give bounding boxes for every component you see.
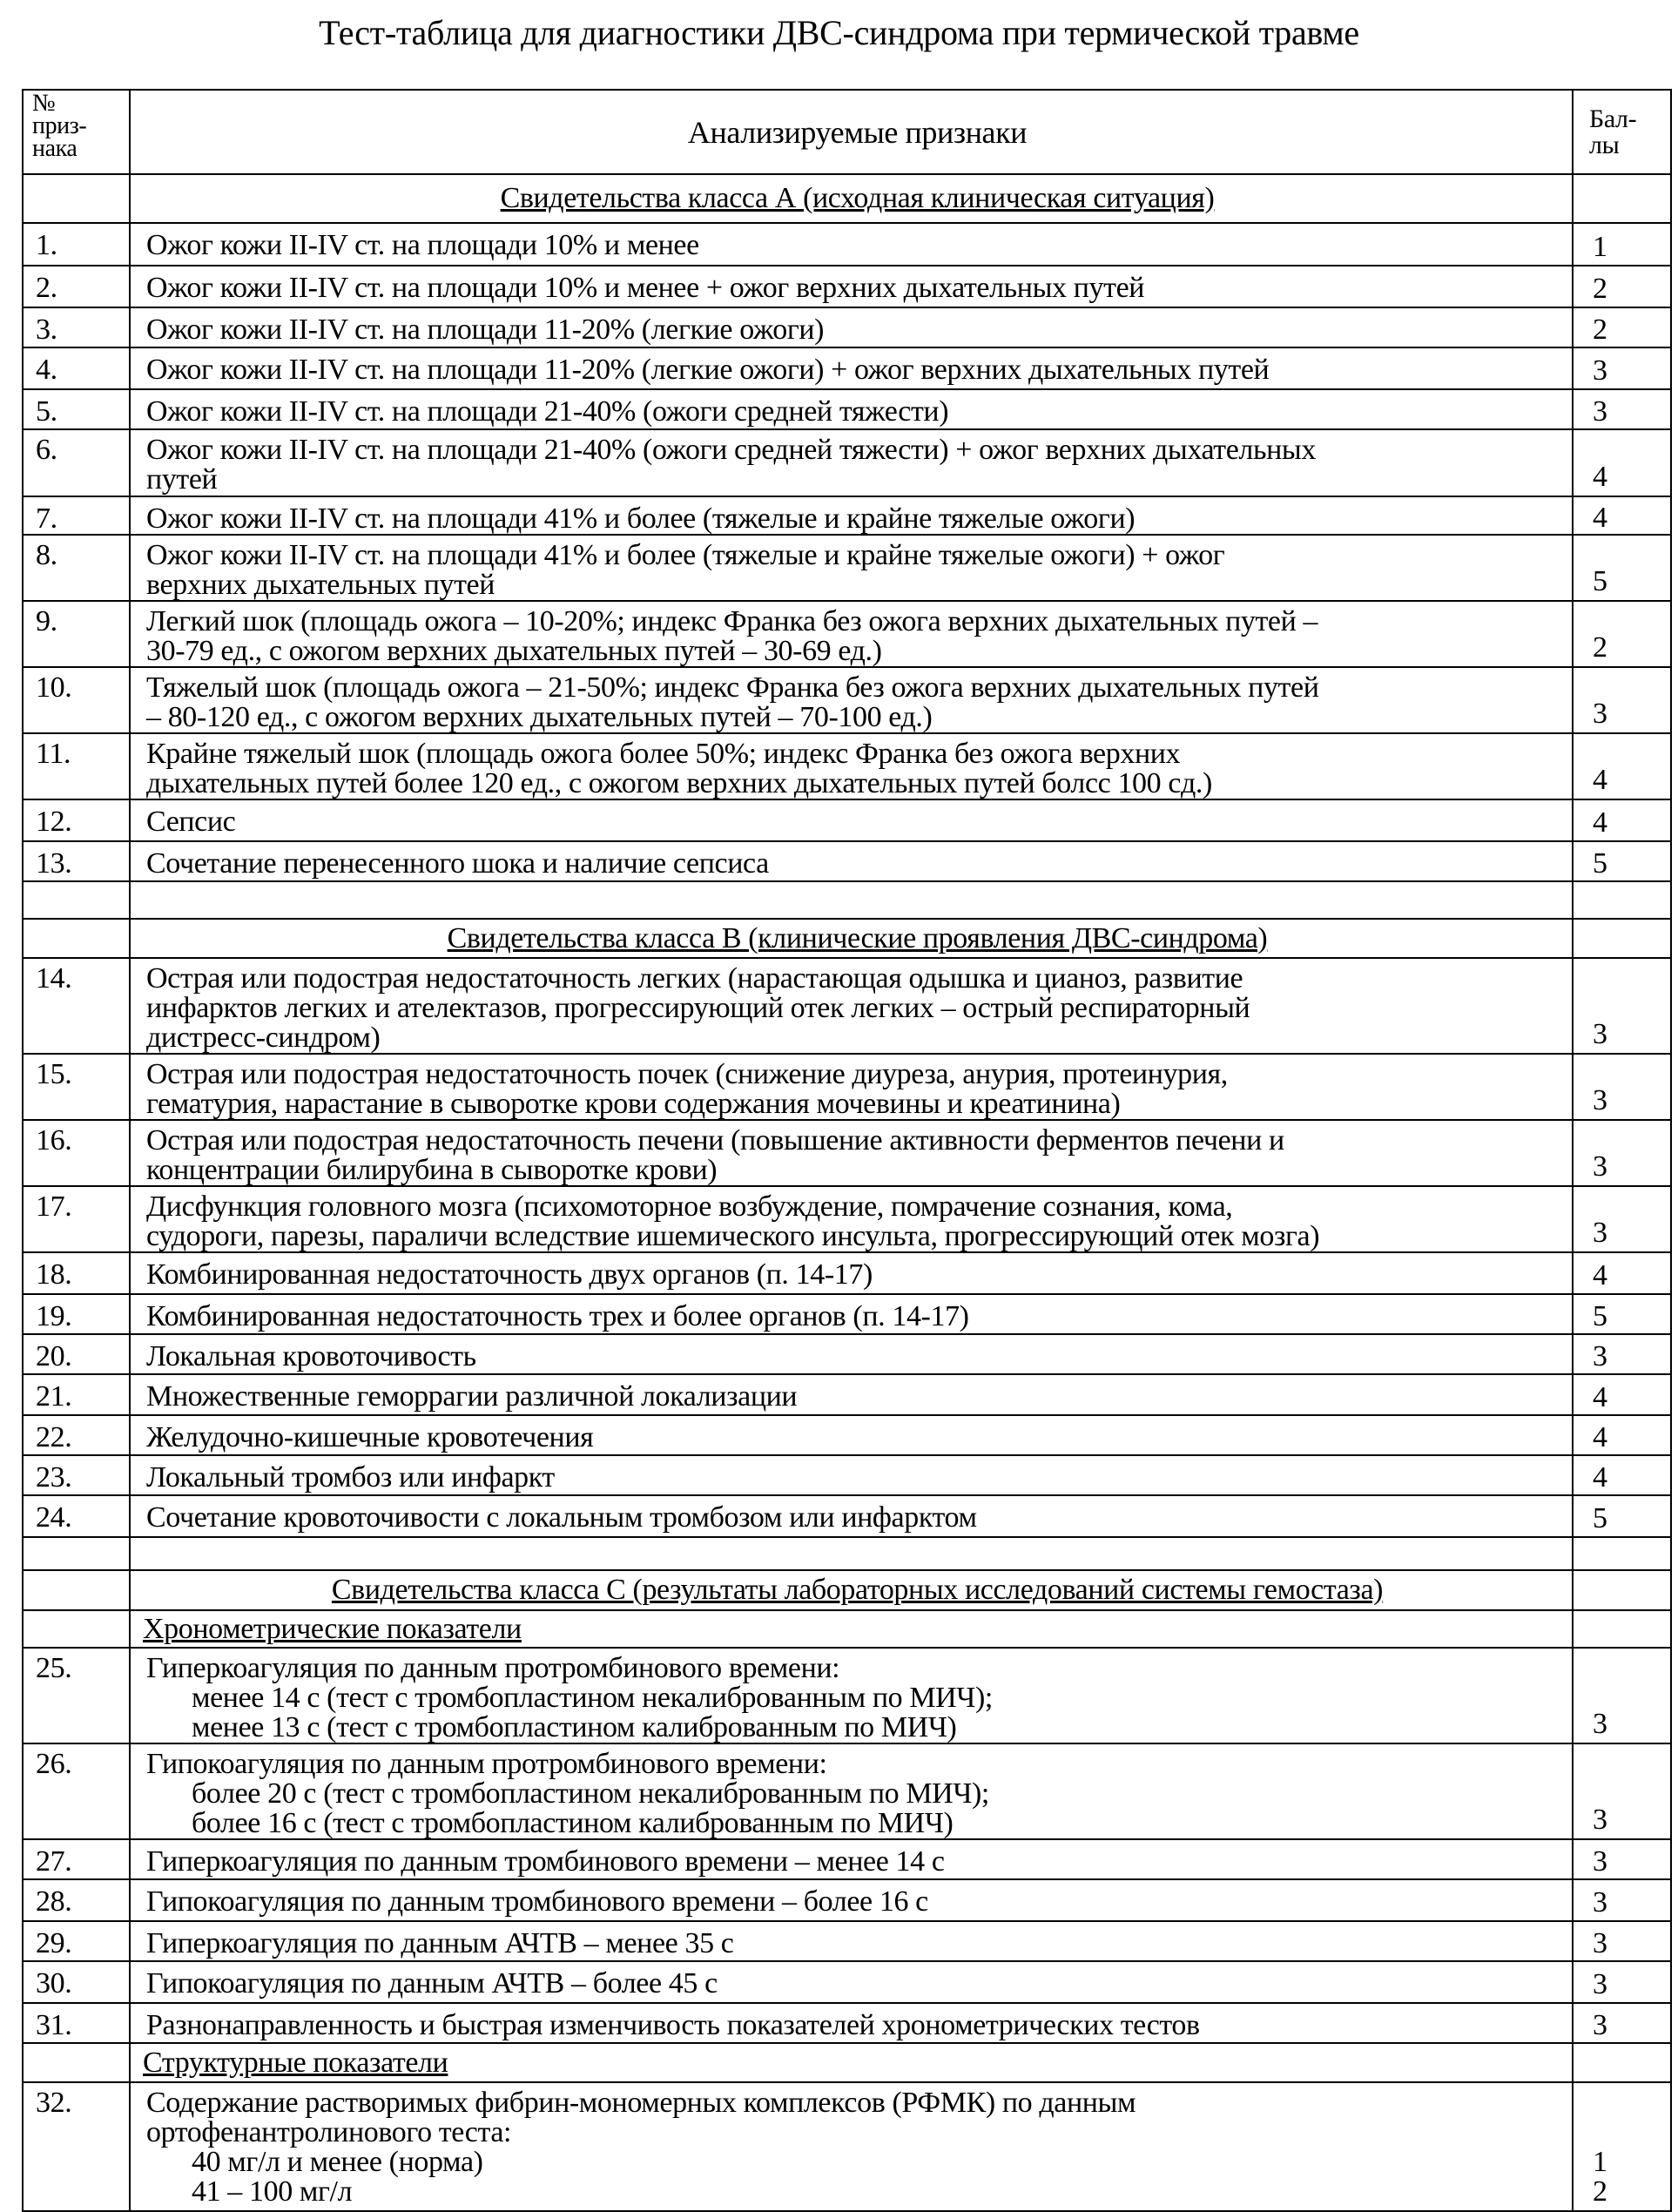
description-line: верхних дыхательных путей <box>146 569 495 601</box>
sign-number: 28. <box>23 1879 130 1921</box>
description-line: Комбинированная недостаточность трех и более органов (п. 14-17) <box>146 1300 969 1332</box>
subsection-heading: Структурные показатели <box>130 2043 1573 2082</box>
sign-description <box>130 1648 1573 1743</box>
sign-number: 20. <box>23 1334 130 1374</box>
subsection-row <box>23 2043 1671 2082</box>
points-value <box>1573 2082 1671 2211</box>
description-line: Сочетание перенесенного шока и наличие сепсиса <box>146 847 769 880</box>
points-value: 3 <box>1573 2003 1671 2043</box>
number-cell-empty <box>23 2043 130 2082</box>
table-row <box>23 307 1671 347</box>
points-value: 3 <box>1573 1839 1671 1879</box>
description-line: Гипокоагуляция по данным АЧТВ – более 45 с <box>146 1967 718 2000</box>
points-value: 3 <box>1573 389 1671 429</box>
sign-number: 13. <box>23 841 130 881</box>
table-row <box>23 1415 1671 1455</box>
points-value: 4 <box>1573 1455 1671 1495</box>
points-value: 3 <box>1573 1921 1671 1961</box>
sign-number: 25. <box>23 1648 130 1743</box>
table-row <box>23 1186 1671 1252</box>
description-subline: менее 13 с (тест с тромбопластином калиброванным по МИЧ) <box>192 1711 957 1743</box>
table-row <box>23 1054 1671 1120</box>
points-value: 5 <box>1573 535 1671 601</box>
points-value: 4 <box>1573 799 1671 841</box>
table-row <box>23 1120 1671 1186</box>
sign-number: 1. <box>23 223 130 266</box>
table-row <box>23 1374 1671 1415</box>
table-row <box>23 429 1671 496</box>
description-line: Тяжелый шок (площадь ожога – 21-50%; индекс Франка без ожога верхних дыхательных путей <box>146 671 1319 704</box>
number-cell-empty <box>23 1610 130 1648</box>
points-value: 2 <box>1573 601 1671 667</box>
subsection-heading: Хронометрические показатели <box>130 1610 1573 1648</box>
sign-description <box>130 1294 1573 1334</box>
description-line: концентрации билирубина в сыворотке крови) <box>146 1154 718 1186</box>
header-row <box>23 90 1671 174</box>
description-line: Ожог кожи II-IV ст. на площади 11-20% (легкие ожоги) + ожог верхних дыхательных путей <box>146 354 1270 386</box>
description-line: Множественные геморрагии различной локализации <box>146 1380 798 1413</box>
description-line: Легкий шок (площадь ожога – 10-20%; индекс Франка без ожога верхних дыхательных путей – <box>146 605 1318 637</box>
table-row <box>23 1921 1671 1961</box>
sign-description <box>130 1054 1573 1120</box>
sign-number: 31. <box>23 2003 130 2043</box>
description-subline: 40 мг/л и менее (норма) <box>192 2146 483 2178</box>
number-cell-empty <box>23 881 130 919</box>
points-cell-empty <box>1573 174 1671 223</box>
description-line: дыхательных путей более 120 ед., с ожогом верхних дыхательных путей болсс 100 сд.) <box>146 767 1212 799</box>
table-row <box>23 958 1671 1054</box>
points-value: 3 <box>1573 1120 1671 1186</box>
sign-description <box>130 601 1573 667</box>
sign-description <box>130 1252 1573 1294</box>
sign-description <box>130 1879 1573 1921</box>
section-row <box>23 919 1671 958</box>
points-value: 4 <box>1573 1415 1671 1455</box>
points-value: 4 <box>1573 1252 1671 1294</box>
sign-number: 9. <box>23 601 130 667</box>
header-points-line: лы <box>1589 130 1620 159</box>
points-value: 3 <box>1573 1334 1671 1374</box>
table-row <box>23 1839 1671 1879</box>
points-value-item: 2 <box>1593 2175 1607 2208</box>
description-subline: менее 14 с (тест с тромбопластином некалиброванным по МИЧ); <box>192 1682 993 1714</box>
section-row <box>23 174 1671 223</box>
sign-description <box>130 347 1573 389</box>
description-line: Локальный тромбоз или инфаркт <box>146 1461 555 1494</box>
section-heading: Свидетельства класса В (клинические проявления ДВС-синдрома) <box>130 919 1573 958</box>
points-cell-empty <box>1573 919 1671 958</box>
sign-number: 24. <box>23 1495 130 1537</box>
points-value: 5 <box>1573 1294 1671 1334</box>
description-line: Ожог кожи II-IV ст. на площади 10% и менее <box>146 229 699 261</box>
description-line: Острая или подострая недостаточность почек (снижение диуреза, анурия, протеинурия, <box>146 1058 1228 1090</box>
sign-description <box>130 1961 1573 2003</box>
sign-description <box>130 429 1573 496</box>
header-points <box>1573 90 1671 174</box>
description-line: Желудочно-кишечные кровотечения <box>146 1421 594 1453</box>
sign-description <box>130 841 1573 881</box>
table-row <box>23 1961 1671 2003</box>
points-value: 3 <box>1573 1879 1671 1921</box>
sign-description <box>130 799 1573 841</box>
header-points-line: Бал- <box>1589 104 1637 133</box>
points-value: 3 <box>1573 1054 1671 1120</box>
sign-number: 19. <box>23 1294 130 1334</box>
table-row <box>23 266 1671 307</box>
description-line: Локальная кровоточивость <box>146 1340 476 1372</box>
sign-number: 14. <box>23 958 130 1054</box>
description-line: Ожог кожи II-IV ст. на площади 41% и более (тяжелые и крайне тяжелые ожоги) <box>146 502 1136 535</box>
points-cell-empty <box>1573 1570 1671 1610</box>
header-number <box>23 90 130 174</box>
table-row <box>23 389 1671 429</box>
description-line: Гипокоагуляция по данным протромбинового времени: <box>146 1748 827 1780</box>
description-line: Гиперкоагуляция по данным АЧТВ – менее 35 с <box>146 1927 734 1959</box>
sign-description <box>130 535 1573 601</box>
description-line: Ожог кожи II-IV ст. на площади 21-40% (ожоги средней тяжести) <box>146 395 949 428</box>
sign-number: 7. <box>23 496 130 535</box>
table-row <box>23 1252 1671 1294</box>
sign-description <box>130 1374 1573 1415</box>
points-value: 4 <box>1573 733 1671 799</box>
sign-number: 21. <box>23 1374 130 1415</box>
sign-number: 26. <box>23 1743 130 1839</box>
subsection-row <box>23 1610 1671 1648</box>
sign-number: 29. <box>23 1921 130 1961</box>
table-row <box>23 1648 1671 1743</box>
sign-number: 4. <box>23 347 130 389</box>
points-value: 5 <box>1573 1495 1671 1537</box>
description-line: дистресс-синдром) <box>146 1022 381 1054</box>
description-subline: более 20 с (тест с тромбопластином некалиброванным по МИЧ); <box>192 1777 989 1810</box>
points-value: 3 <box>1573 1961 1671 2003</box>
sign-description <box>130 307 1573 347</box>
description-line: Сепсис <box>146 806 236 838</box>
table-row <box>23 2003 1671 2043</box>
description-line: – 80-120 ед., с ожогом верхних дыхательных путей – 70-100 ед.) <box>146 701 933 733</box>
sign-description <box>130 496 1573 535</box>
description-line: гематурия, нарастание в сыворотке крови содержания мочевины и креатинина) <box>146 1088 1121 1120</box>
sign-description <box>130 1455 1573 1495</box>
sign-description <box>130 958 1573 1054</box>
sign-description <box>130 223 1573 266</box>
table-row <box>23 1879 1671 1921</box>
sign-number: 17. <box>23 1186 130 1252</box>
description-line: Гиперкоагуляция по данным тромбинового времени – менее 14 с <box>146 1845 945 1878</box>
sign-description <box>130 1415 1573 1455</box>
points-value-item: 1 <box>1593 2146 1607 2178</box>
table-row <box>23 223 1671 266</box>
sign-number: 6. <box>23 429 130 496</box>
points-cell-empty <box>1573 2043 1671 2082</box>
diagnostic-table <box>22 89 1672 2212</box>
description-line: инфарктов легких и ателектазов, прогрессирующий отек легких – острый респираторный <box>146 992 1250 1024</box>
header-signs: Анализируемые признаки <box>130 90 1573 174</box>
section-heading: Свидетельства класса А (исходная клиническая ситуация) <box>130 174 1573 223</box>
sign-description <box>130 266 1573 307</box>
sign-number: 15. <box>23 1054 130 1120</box>
sign-number: 10. <box>23 667 130 733</box>
table-row <box>23 1455 1671 1495</box>
description-line: Ожог кожи II-IV ст. на площади 21-40% (ожоги средней тяжести) + ожог верхних дыхательных <box>146 434 1316 466</box>
description-line: Ожог кожи II-IV ст. на площади 11-20% (легкие ожоги) <box>146 314 825 346</box>
number-cell-empty <box>23 1570 130 1610</box>
table-row <box>23 799 1671 841</box>
description-subline: 41 – 100 мг/л <box>192 2175 353 2208</box>
number-cell-empty <box>23 1537 130 1570</box>
sign-description <box>130 667 1573 733</box>
points-value: 3 <box>1573 667 1671 733</box>
points-cell-empty <box>1573 881 1671 919</box>
description-line: путей <box>146 463 218 496</box>
sign-number: 8. <box>23 535 130 601</box>
table-row <box>23 535 1671 601</box>
sign-description <box>130 389 1573 429</box>
description-line: 30-79 ед., с ожогом верхних дыхательных путей – 30-69 ед.) <box>146 635 882 667</box>
sign-number: 2. <box>23 266 130 307</box>
sign-description <box>130 1186 1573 1252</box>
sign-description <box>130 2082 1573 2211</box>
description-line: Гиперкоагуляция по данным протромбинового времени: <box>146 1652 840 1684</box>
table-row <box>23 496 1671 535</box>
points-cell-empty <box>1573 1537 1671 1570</box>
header-number-line: № <box>32 90 56 117</box>
description-line: Разнонаправленность и быстрая изменчивость показателей хронометрических тестов <box>146 2009 1200 2041</box>
table-row <box>23 347 1671 389</box>
sign-number: 32. <box>23 2082 130 2211</box>
header-number-line: приз- <box>32 112 87 139</box>
table-row <box>23 667 1671 733</box>
description-line: Ожог кожи II-IV ст. на площади 41% и более (тяжелые и крайне тяжелые ожоги) + ожог <box>146 539 1225 571</box>
sign-number: 27. <box>23 1839 130 1879</box>
sign-description <box>130 733 1573 799</box>
description-subline: более 16 с (тест с тромбопластином калиброванным по МИЧ) <box>192 1807 954 1839</box>
sign-description <box>130 1334 1573 1374</box>
table-row <box>23 1334 1671 1374</box>
sign-number: 5. <box>23 389 130 429</box>
sign-number: 11. <box>23 733 130 799</box>
table-row <box>23 1294 1671 1334</box>
sign-number: 18. <box>23 1252 130 1294</box>
points-value: 4 <box>1573 496 1671 535</box>
empty-cell <box>130 881 1573 919</box>
description-line: Ожог кожи II-IV ст. на площади 10% и менее + ожог верхних дыхательных путей <box>146 272 1145 304</box>
description-line: Острая или подострая недостаточность легких (нарастающая одышка и цианоз, развитие <box>146 962 1243 995</box>
sign-description <box>130 1921 1573 1961</box>
sign-number: 12. <box>23 799 130 841</box>
points-value: 3 <box>1573 347 1671 389</box>
sign-number: 23. <box>23 1455 130 1495</box>
table-row <box>23 841 1671 881</box>
points-value: 2 <box>1573 307 1671 347</box>
description-line: Дисфункция головного мозга (психомоторное возбуждение, помрачение сознания, кома, <box>146 1190 1233 1223</box>
points-cell-empty <box>1573 1610 1671 1648</box>
description-line: Крайне тяжелый шок (площадь ожога более 50%; индекс Франка без ожога верхних <box>146 738 1181 770</box>
sign-number: 16. <box>23 1120 130 1186</box>
points-value: 3 <box>1573 1186 1671 1252</box>
description-line: Комбинированная недостаточность двух органов (п. 14-17) <box>146 1258 873 1291</box>
points-value: 3 <box>1573 1648 1671 1743</box>
spacer-row <box>23 1537 1671 1570</box>
section-heading: Свидетельства класса С (результаты лабораторных исследований системы гемостаза) <box>130 1570 1573 1610</box>
description-line: ортофенантролинового теста: <box>146 2116 512 2148</box>
section-row <box>23 1570 1671 1610</box>
sign-number: 30. <box>23 1961 130 2003</box>
description-line: Острая или подострая недостаточность печени (повышение активности ферментов печени и <box>146 1124 1284 1157</box>
number-cell-empty <box>23 919 130 958</box>
points-value: 3 <box>1573 958 1671 1054</box>
table-row <box>23 733 1671 799</box>
sign-description <box>130 2003 1573 2043</box>
description-line: Гипокоагуляция по данным тромбинового времени – более 16 с <box>146 1885 928 1918</box>
sign-description <box>130 1839 1573 1879</box>
points-value: 3 <box>1573 1743 1671 1839</box>
description-line: судороги, парезы, параличи вследствие ишемического инсульта, прогрессирующий отек мозга) <box>146 1220 1320 1252</box>
points-value: 1 <box>1573 223 1671 266</box>
table-row <box>23 601 1671 667</box>
description-line: Сочетание кровоточивости с локальным тромбозом или инфарктом <box>146 1501 977 1534</box>
points-value: 4 <box>1573 1374 1671 1415</box>
description-line: Содержание растворимых фибрин-мономерных комплексов (РФМК) по данным <box>146 2087 1136 2119</box>
points-value: 5 <box>1573 841 1671 881</box>
number-cell-empty <box>23 174 130 223</box>
spacer-row <box>23 881 1671 919</box>
table-row <box>23 1495 1671 1537</box>
header-number-line: нака <box>32 135 77 162</box>
sign-description <box>130 1120 1573 1186</box>
table-row <box>23 1743 1671 1839</box>
sign-description <box>130 1495 1573 1537</box>
points-value: 4 <box>1573 429 1671 496</box>
sign-description <box>130 1743 1573 1839</box>
empty-cell <box>130 1537 1573 1570</box>
points-value: 2 <box>1573 266 1671 307</box>
table-row <box>23 2082 1671 2211</box>
sign-number: 22. <box>23 1415 130 1455</box>
page-title: Тест-таблица для диагностики ДВС-синдрома при термической травме <box>319 13 1359 52</box>
sign-number: 3. <box>23 307 130 347</box>
